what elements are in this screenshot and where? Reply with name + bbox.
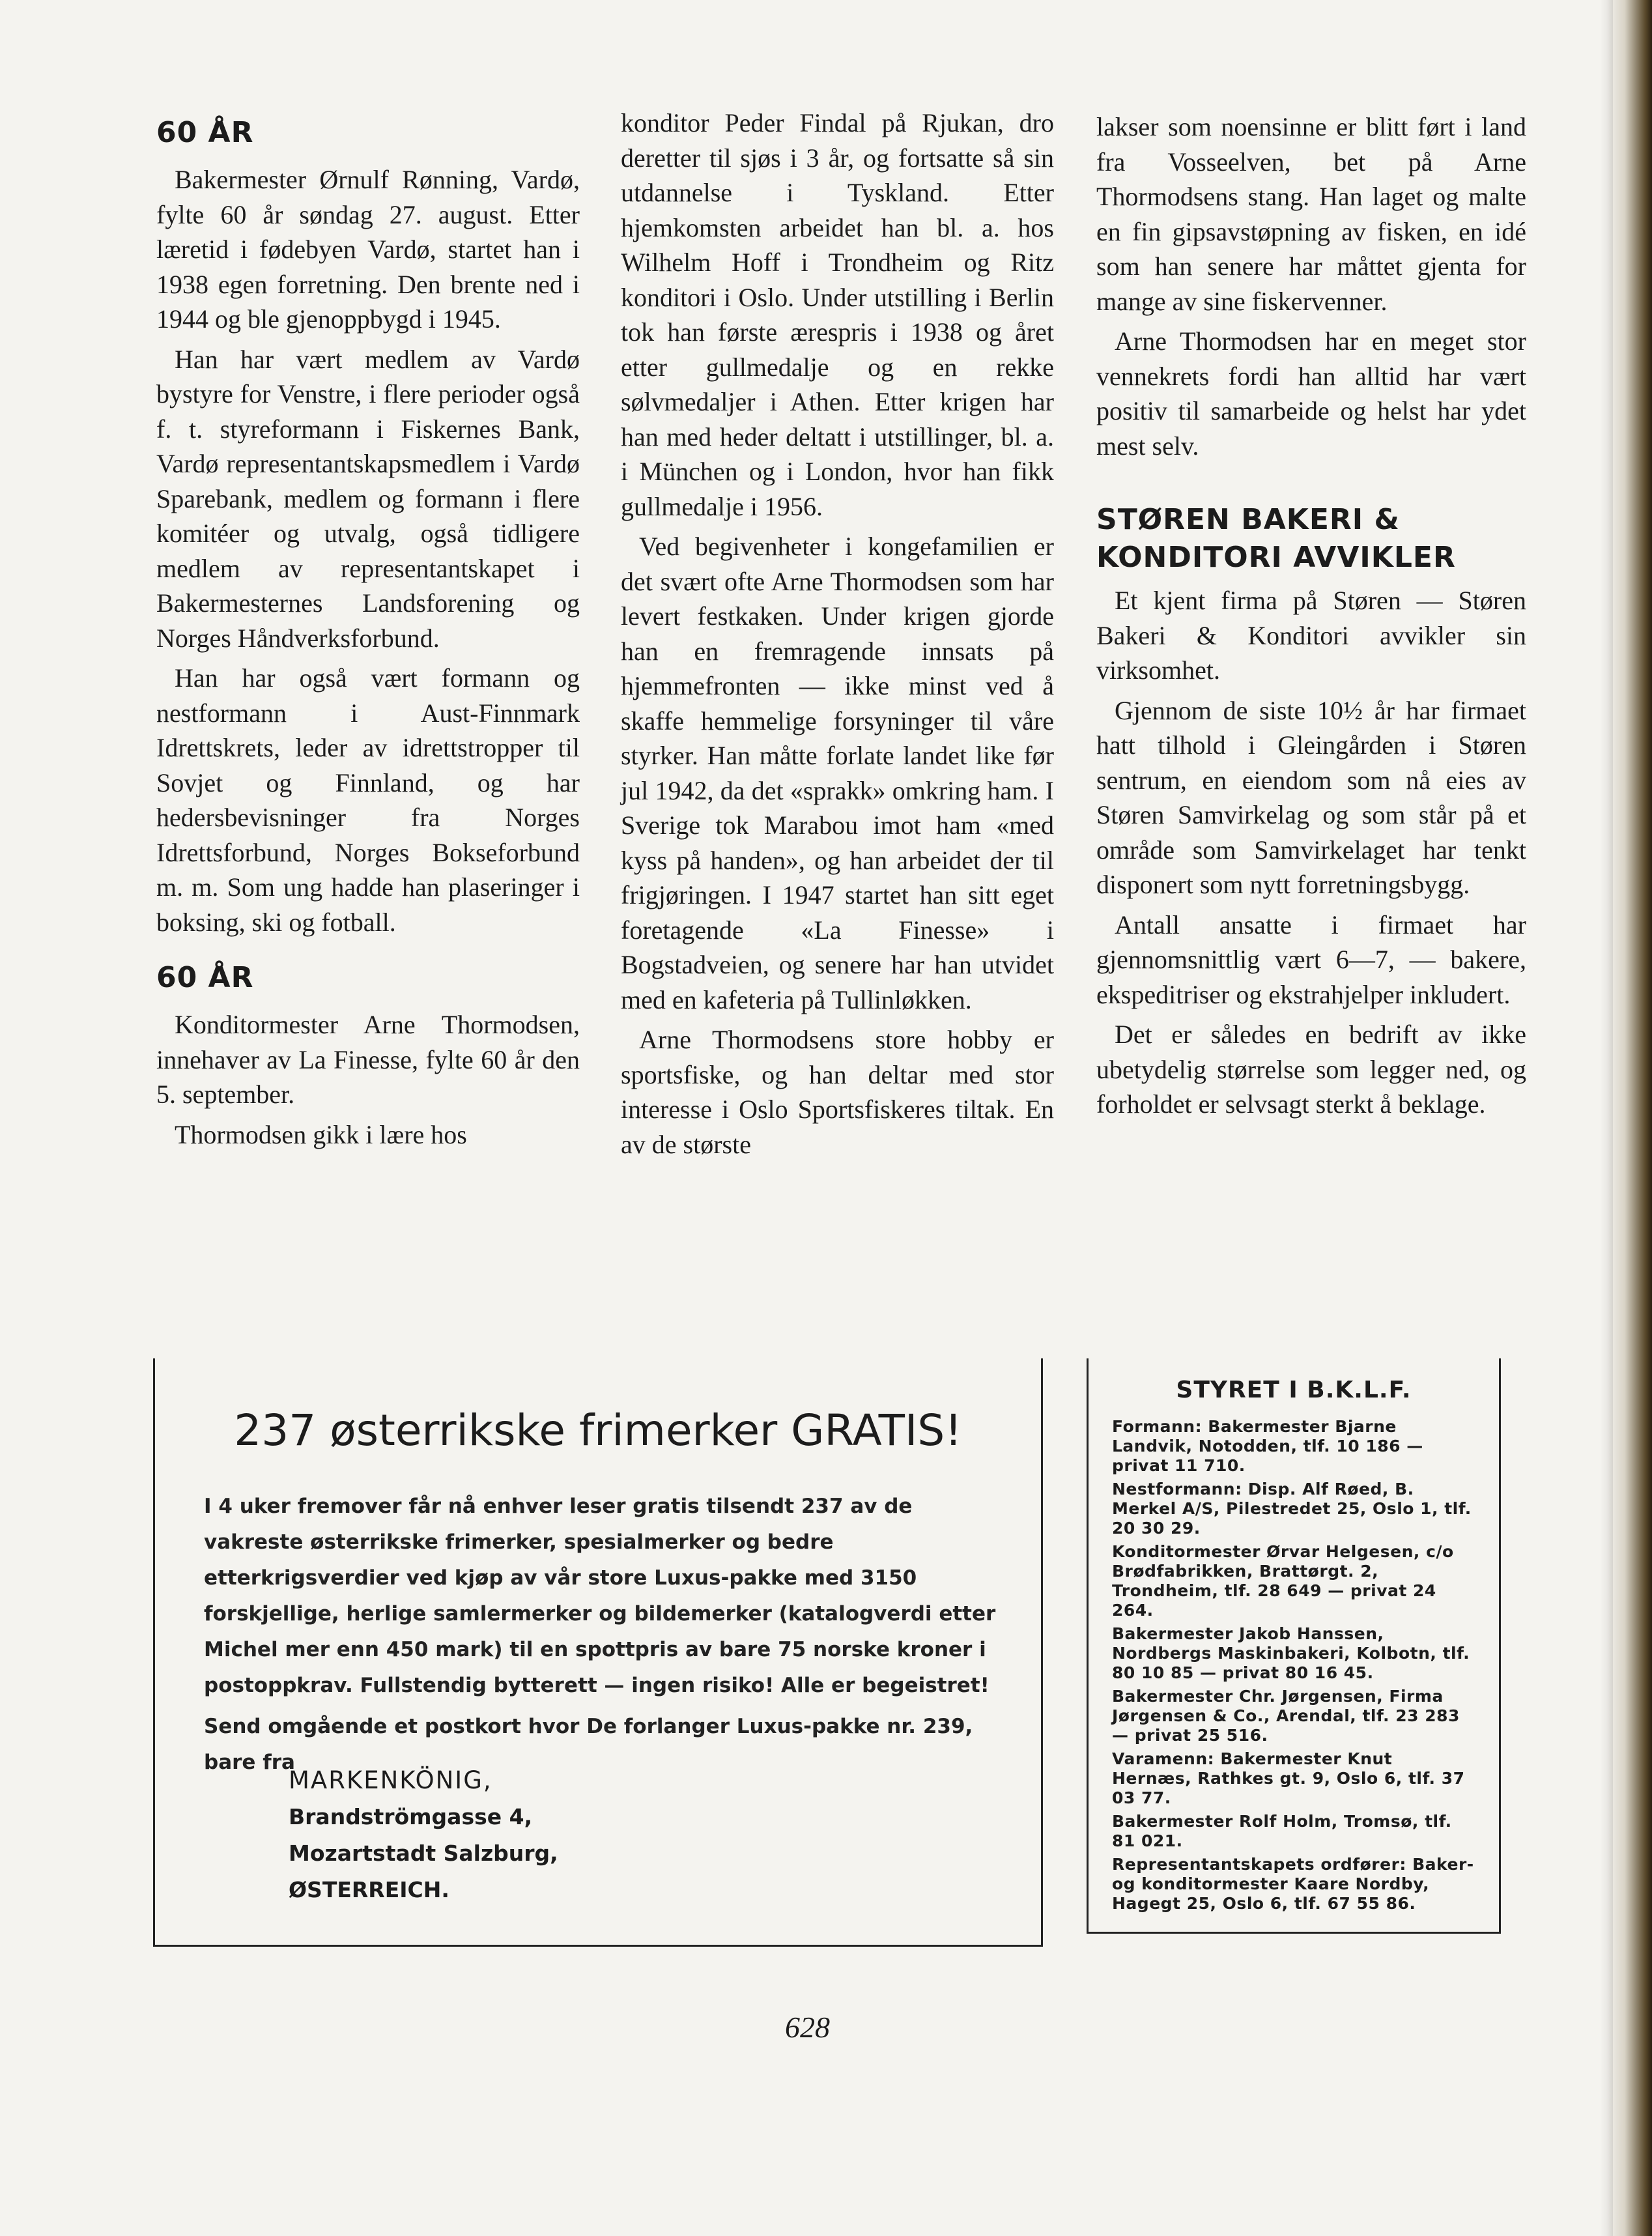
ad-address-line: ØSTERREICH. <box>289 1877 449 1902</box>
article1-paragraph: Han har også vært formann og nestformann i Aust-Finnmark Idrettskrets, leder av idrettstropper til Sovjet og Finnland, og har hedersbevisninger fra Norges Idrettsforbund, Norges Bokseforbund m. m. Som ung hadde han plaseringer i boksing, ski og fotball. <box>156 663 580 937</box>
page-number: 628 <box>785 2011 830 2044</box>
article2-heading: 60 ÅR <box>156 961 254 994</box>
ad-address-line: Mozartstadt Salzburg, <box>289 1841 558 1866</box>
board-entry: Bakermester Jakob Hanssen, Nordbergs Maskinbakeri, Kolbotn, tlf. 80 10 85 — privat 80 16 45. <box>1112 1624 1470 1682</box>
board-entry: Formann: Bakermester Bjarne Landvik, Notodden, tlf. 10 186 — privat 11 710. <box>1112 1417 1423 1475</box>
ad-title: 237 østerrikske frimerker GRATIS! <box>234 1405 962 1455</box>
article3-paragraph: Det er således en bedrift av ikke ubetydelig størrelse som legger ned, og forholdet er selvsagt sterkt å beklage. <box>1096 1020 1526 1119</box>
article2-paragraph-continued: lakser som noensinne er blitt ført i land fra Vosseelven, bet på Arne Thormodsens stang. Han laget og malte en fin gipsavstøpning av fisken, en idé som han senere har måttet gjenta for mange av sine fiskervenner. <box>1096 112 1526 316</box>
ad-address <box>289 1762 558 1908</box>
stamp-advertisement <box>153 1358 1043 1947</box>
article1-paragraph: Han har vært medlem av Vardø bystyre for Venstre, i flere perioder også f. t. styreformann i Fiskernes Bank, Vardø representantskapsmedlem i Vardø Sparebank, medlem og formann i flere komitéer og utvalg, også tidligere medlem av representantskapet i Bakermesternes Landsforening og Norges Håndverksforbund. <box>156 344 580 653</box>
article3-paragraph: Gjennom de siste 10½ år har firmaet hatt tilhold i Gleingården i Støren sentrum, en eiendom som nå eies av Støren Samvirkelag og som står på et område som Samvirkelaget har tenkt disponert som nytt forretningsbygg. <box>1096 695 1526 899</box>
book-spine-edge <box>1606 0 1652 2236</box>
board-entry: Bakermester Chr. Jørgensen, Firma Jørgensen & Co., Arendal, tlf. 23 283 — privat 25 516. <box>1112 1687 1460 1745</box>
spine-shadow <box>1600 0 1613 2236</box>
board-entry: Konditormester Ørvar Helgesen, c/o Brødfabrikken, Brattørgt. 2, Trondheim, tlf. 28 649 — privat 24 264. <box>1112 1542 1454 1620</box>
ad-address-line: Brandströmgasse 4, <box>289 1804 533 1829</box>
article2-paragraph-start: Thormodsen gikk i lære hos <box>175 1119 467 1149</box>
article2-paragraph: Arne Thormodsen har en meget stor vennekrets fordi han alltid har vært positiv til samarbeide og helst har ydet mest selv. <box>1096 326 1526 461</box>
board-entry: Representantskapets ordfører: Baker- og konditormester Kaare Nordby, Hagegt 25, Oslo 6, tlf. 67 55 86. <box>1112 1855 1474 1913</box>
ad-address-name: MARKENKÖNIG, <box>289 1766 492 1794</box>
board-entry: Varamenn: Bakermester Knut Hernæs, Rathkes gt. 9, Oslo 6, tlf. 37 03 77. <box>1112 1749 1465 1807</box>
article2-paragraph: Konditormester Arne Thormodsen, innehaver av La Finesse, fylte 60 år den 5. september. <box>156 1010 580 1109</box>
ad-body <box>204 1489 1005 1781</box>
article2-paragraph-start: Arne Thormodsens store hobby er sportsfiske, og han deltar med stor interesse i Oslo Sportsfiskeres tiltak. En av de største <box>621 1025 1054 1159</box>
column-middle <box>621 106 1054 1167</box>
article3-heading <box>1096 501 1526 577</box>
board-entry: Nestformann: Disp. Alf Røed, B. Merkel A/S, Pilestredet 25, Oslo 1, tlf. 20 30 29. <box>1112 1480 1472 1538</box>
column-left <box>156 114 580 1157</box>
board-entry: Bakermester Rolf Holm, Tromsø, tlf. 81 021. <box>1112 1812 1452 1850</box>
board-list <box>1112 1417 1477 1917</box>
column-right <box>1096 109 1526 1127</box>
ad-text: I 4 uker fremover får nå enhver leser gratis tilsendt 237 av de vakreste østerrikske frimerker, spesialmerker og bedre etterkrigsverdier ved kjøp av vår store Luxus-pakke med 3150 forskjellige, herlige samlermerker og bildemerker (katalogverdi etter Michel mer enn 450 mark) til en spottpris av bare 75 norske kroner i postoppkrav. Fullstendig bytterett — ingen risiko! Alle er begeistret! <box>204 1495 996 1697</box>
article1-paragraph: Bakermester Ørnulf Rønning, Vardø, fylte 60 år søndag 27. august. Etter læretid i fødebyen Vardø, startet han i 1938 egen forretning. Den brente ned i 1944 og ble gjenoppbygd i 1945. <box>156 165 580 334</box>
board-title: STYRET I B.K.L.F. <box>1176 1377 1412 1403</box>
article2-paragraph: Ved begivenheter i kongefamilien er det svært ofte Arne Thormodsen som har levert festkaken. Under krigen gjorde han en fremragende innsats på hjemmefronten — ikke minst ved å skaffe hemmelige forsyninger til våre styrker. Han måtte forlate landet like før jul 1942, da det «sprakk» omkring ham. I Sverige tok Marabou imot ham «med kyss på handen», og han arbeidet der til frigjøringen. I 1947 startet han sitt eget foretagende «La Finesse» i Bogstadveien, og senere har han utvidet med en kafeteria på Tullinløkken. <box>621 532 1054 1014</box>
article2-paragraph-continued: konditor Peder Findal på Rjukan, dro deretter til sjøs i 3 år, og fortsatte så sin utdannelse i Tyskland. Etter hjemkomsten arbeidet han bl. a. hos Wilhelm Hoff i Trondheim og Ritz konditori i Oslo. Under utstilling i Berlin tok han første ærespris i 1938 og året etter gullmedalje og en rekke sølvmedaljer i Athen. Etter krigen har han med heder deltatt i utstillinger, bl. a. i München og i London, hvor han fikk gullmedalje i 1956. <box>621 108 1054 521</box>
ad-send-instruction: Send omgående et postkort hvor De forlanger Luxus-pakke nr. 239, bare fra <box>204 1715 973 1774</box>
article3-heading-line2: KONDITORI AVVIKLER <box>1096 541 1456 574</box>
article1-heading: 60 ÅR <box>156 116 254 149</box>
article3-heading-line1: STØREN BAKERI & <box>1096 503 1400 536</box>
article3-paragraph: Et kjent firma på Støren — Støren Bakeri & Konditori avvikler sin virksomhet. <box>1096 586 1526 685</box>
board-members-box <box>1087 1358 1501 1934</box>
article3-paragraph: Antall ansatte i firmaet har gjennomsnittlig vært 6—7, — bakere, ekspeditriser og ekstrahjelper inkludert. <box>1096 910 1526 1009</box>
